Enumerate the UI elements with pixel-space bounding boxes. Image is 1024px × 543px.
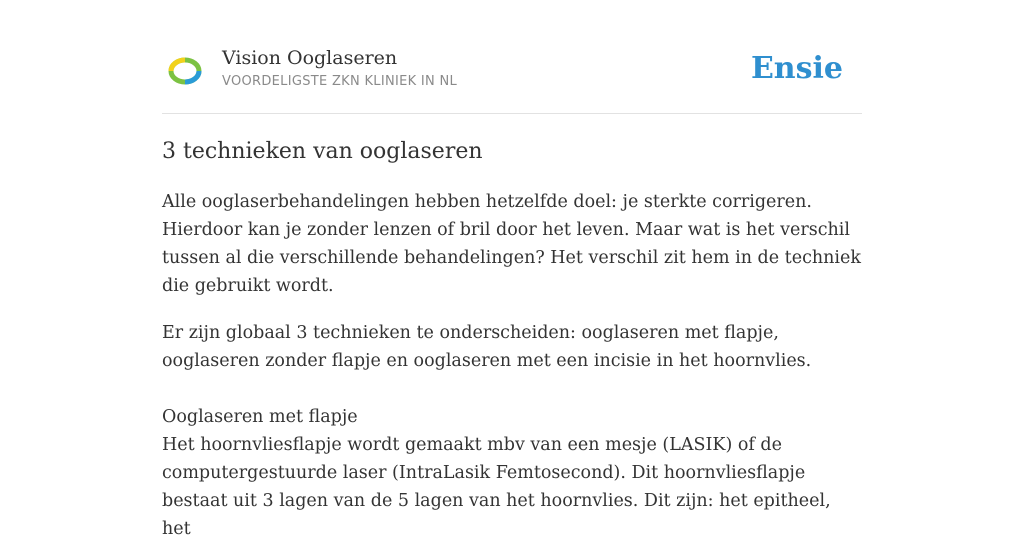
blank-line bbox=[162, 375, 862, 403]
org-tagline: VOORDELIGSTE ZKN KLINIEK IN NL bbox=[222, 74, 458, 89]
paragraph-flapje: Het hoornvliesflapje wordt gemaakt mbv van een mesje (LASIK) of de computergestuurde laser (IntraLasik Femtosecond). Dit hoornvliesflapje bestaat uit 3 lagen van de 5 lagen van het hoornvlies. Dit zijn: het epitheel, het bbox=[162, 435, 831, 539]
brand-logo[interactable]: Ensie bbox=[750, 51, 843, 86]
org-name[interactable]: Vision Ooglaseren bbox=[222, 47, 398, 69]
section-heading: Ooglaseren met flapje bbox=[162, 407, 358, 427]
header bbox=[162, 38, 862, 114]
paragraph-techniques: Er zijn globaal 3 technieken te onderscheiden: ooglaseren met flapje, ooglaseren zonder flapje en ooglaseren met een incisie in het hoornvlies. bbox=[162, 323, 812, 371]
paragraph-intro: Alle ooglaserbehandelingen hebben hetzelfde doel: je sterkte corrigeren. Hierdoor kan je zonder lenzen of bril door het leven. Maar wat is het verschil tussen al die verschillende behandelingen? Het verschil zit hem in de techniek die gebruikt wordt. bbox=[162, 192, 861, 296]
article bbox=[162, 136, 862, 543]
article-title: 3 technieken van ooglaseren bbox=[162, 139, 483, 164]
ring-logo-icon[interactable] bbox=[166, 54, 204, 88]
